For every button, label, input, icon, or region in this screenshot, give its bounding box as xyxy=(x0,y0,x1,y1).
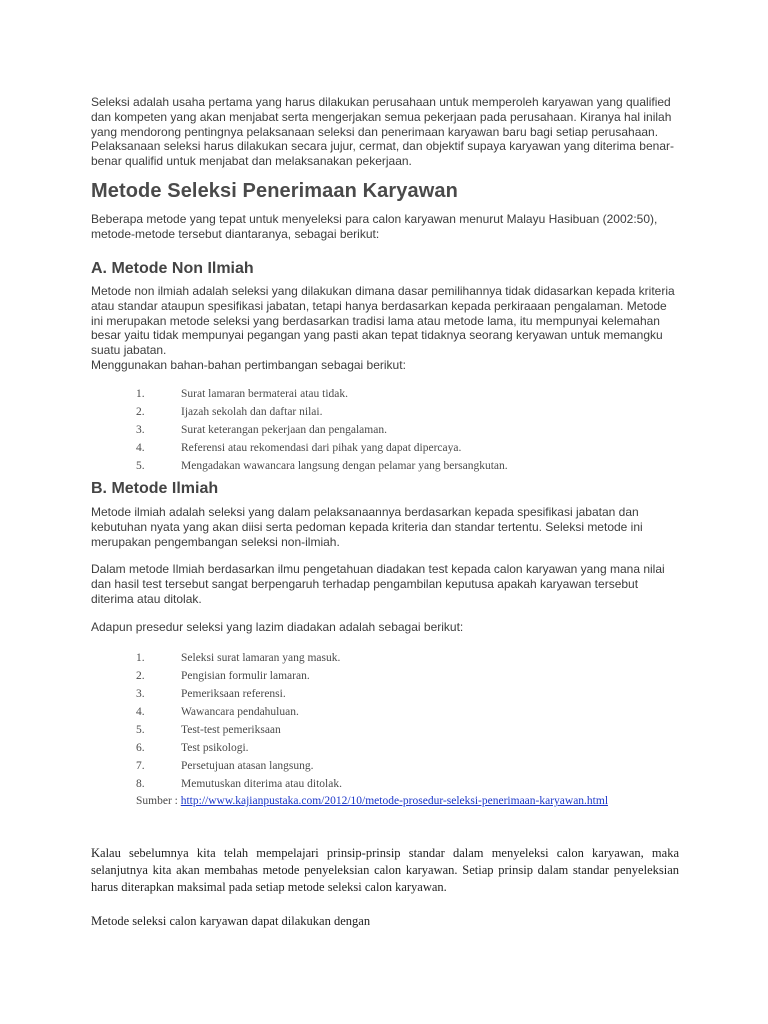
section-b-paragraph-1: Metode ilmiah adalah seleksi yang dalam pelaksanaannya berdasarkan kepada spesifikasi jabatan dan kebutuhan nyata yang akan diisi serta pedoman kepada kriteria dan standar tertentu. Seleksi metode ini merupakan pengembangan seleksi non-ilmiah. xyxy=(91,505,643,549)
section-a-heading: A. Metode Non Ilmiah xyxy=(91,260,254,277)
section-b-heading: B. Metode Ilmiah xyxy=(91,480,219,497)
section-b-lead: Adapun presedur seleksi yang lazim diadakan adalah sebagai berikut: xyxy=(91,620,464,634)
closing-line: Metode seleksi calon karyawan dapat dilakukan dengan xyxy=(91,914,371,928)
page-title: Metode Seleksi Penerimaan Karyawan xyxy=(91,180,458,202)
section-a-lead: Menggunakan bahan-bahan pertimbangan sebagai berikut: xyxy=(91,358,406,372)
title-intro-paragraph: Beberapa metode yang tepat untuk menyeleksi para calon karyawan menurut Malayu Hasibuan (2002:50), metode-metode tersebut diantaranya, sebagai berikut: xyxy=(91,212,658,241)
section-a-paragraph: Metode non ilmiah adalah seleksi yang dilakukan dimana dasar pemilihannya tidak didasarkan kepada kriteria atau standar ataupun spesifikasi jabatan, tetapi hanya berdasarkan kepada perkiraaan pengalaman. Metode ini merupakan metode seleksi yang berdasarkan tradisi lama atau metode lama, itu mempunyai kelemahan besar yaitu tidak mempunyai pegangan yang pasti akan tepat tidaknya seorang keryawan untuk memangku suatu jabatan. xyxy=(91,284,675,358)
section-b-paragraph-2: Dalam metode Ilmiah berdasarkan ilmu pengetahuan diadakan test kepada calon karyawan yang mana nilai dan hasil test tersebut sangat berpengaruh terhadap pengambilan keputusa apakah karyawan tersebut diterima atau ditolak. xyxy=(91,562,665,606)
source-link[interactable]: http://www.kajianpustaka.com/2012/10/metode-prosedur-seleksi-penerimaan-karyawan.html xyxy=(180,795,609,807)
intro-paragraph: Seleksi adalah usaha pertama yang harus dilakukan perusahaan untuk memperoleh karyawan yang qualified dan kompeten yang akan menjabat serta mengerjakan semua pekerjaan pada perusahaan. Kiranya hal inilah yang mendorong pentingnya pelaksanaan seleksi dan penerimaan karyawan baru bagi setiap perusahaan. Pelaksanaan seleksi harus dilakukan secara jujur, cermat, dan objektif supaya karyawan yang diterima benar-benar qualifid untuk menjabat dan melaksanakan pekerjaan. xyxy=(91,95,674,169)
closing-paragraph: Kalau sebelumnya kita telah mempelajari prinsip-prinsip standar dalam menyeleksi calon karyawan, maka selanjutnya kita akan membahas metode penyeleksian calon karyawan. Setiap prinsip dalam standar penyeleksian harus diterapkan maksimal pada setiap metode seleksi calon karyawan. xyxy=(91,846,679,894)
document-page: Seleksi adalah usaha pertama yang harus dilakukan perusahaan untuk memperoleh karyawan yang qualified dan kompeten yang akan menjabat serta mengerjakan semua pekerjaan pada perusahaan. Kiranya hal inilah yang mendorong pentingnya pelaksanaan seleksi dan penerimaan karyawan baru bagi setiap perusahaan. Pelaksanaan seleksi harus dilakukan secara jujur, cermat, dan objektif supaya karyawan yang diterima benar-benar qualifid untuk menjabat dan melaksanakan pekerjaan. Metode Seleksi Penerimaan Karyawan Beberapa metode yang tepat untuk menyeleksi para calon karyawan menurut Malayu Hasibuan (2002:50), metode-metode tersebut diantaranya, sebagai berikut: A. Metode Non Ilmiah Metode non ilmiah adalah seleksi yang dilakukan dimana dasar pemilihannya tidak didasarkan kepada kriteria atau standar ataupun spesifikasi jabatan, tetapi hanya berdasarkan kepada perkiraaan pengalaman. Metode ini merupakan metode seleksi yang berdasarkan tradisi lama atau metode lama, itu mempunyai kelemahan besar yaitu tidak mempunyai pegangan yang pasti akan tepat tidaknya seorang keryawan untuk memangku suatu jabatan. Menggunakan bahan-bahan pertimbangan sebagai berikut: 1. Surat lamaran bermaterai atau tidak. 2. Ijazah sekolah dan daftar nilai. 3. Surat keterangan pekerjaan dan pengalaman. 4. Referensi atau rekomendasi dari pihak yang dapat dipercaya. 5. Mengadakan wawancara langsung dengan pelamar yang bersangkutan. B. Metode Ilmiah Metode ilmiah adalah seleksi yang dalam pelaksanaannya berdasarkan kepada spesifikasi jabatan dan kebutuhan nyata yang akan diisi serta pedoman kepada kriteria dan standar tertentu. Seleksi metode ini merupakan pengembangan seleksi non-ilmiah. Dalam metode Ilmiah berdasarkan ilmu pengetahuan diadakan test kepada calon karyawan yang mana nilai dan hasil test tersebut sangat berpengaruh terhadap pengambilan keputusa apakah karyawan tersebut diterima atau ditolak. Adapun presedur seleksi yang lazim diadakan adalah sebagai berikut: 1. Seleksi surat lamaran yang masuk. 2. Pengisian formulir lamaran. 3. Pemeriksaan referensi. 4. Wawancara pendahuluan. 5. Test-test pemeriksaan 6. Test psikologi. 7. Persetujuan atasan langsung. 8. Memutuskan diterima atau ditolak. Sumber : http://www.kajianpustaka.com/2012/10/metode-prosedur-seleksi-penerimaan-karyawan.html Kalau sebelumnya kita telah mempelajari prinsip-prinsip standar dalam menyeleksi calon karyawan, maka selanjutnya kita akan membahas metode penyeleksian calon karyawan. Setiap prinsip dalam standar penyeleksian harus diterapkan maksimal pada setiap metode seleksi calon karyawan. Metode seleksi calon karyawan dapat dilakukan dengan xyxy=(91,95,679,928)
source-label: Sumber : xyxy=(136,795,181,807)
source-line xyxy=(136,795,608,807)
